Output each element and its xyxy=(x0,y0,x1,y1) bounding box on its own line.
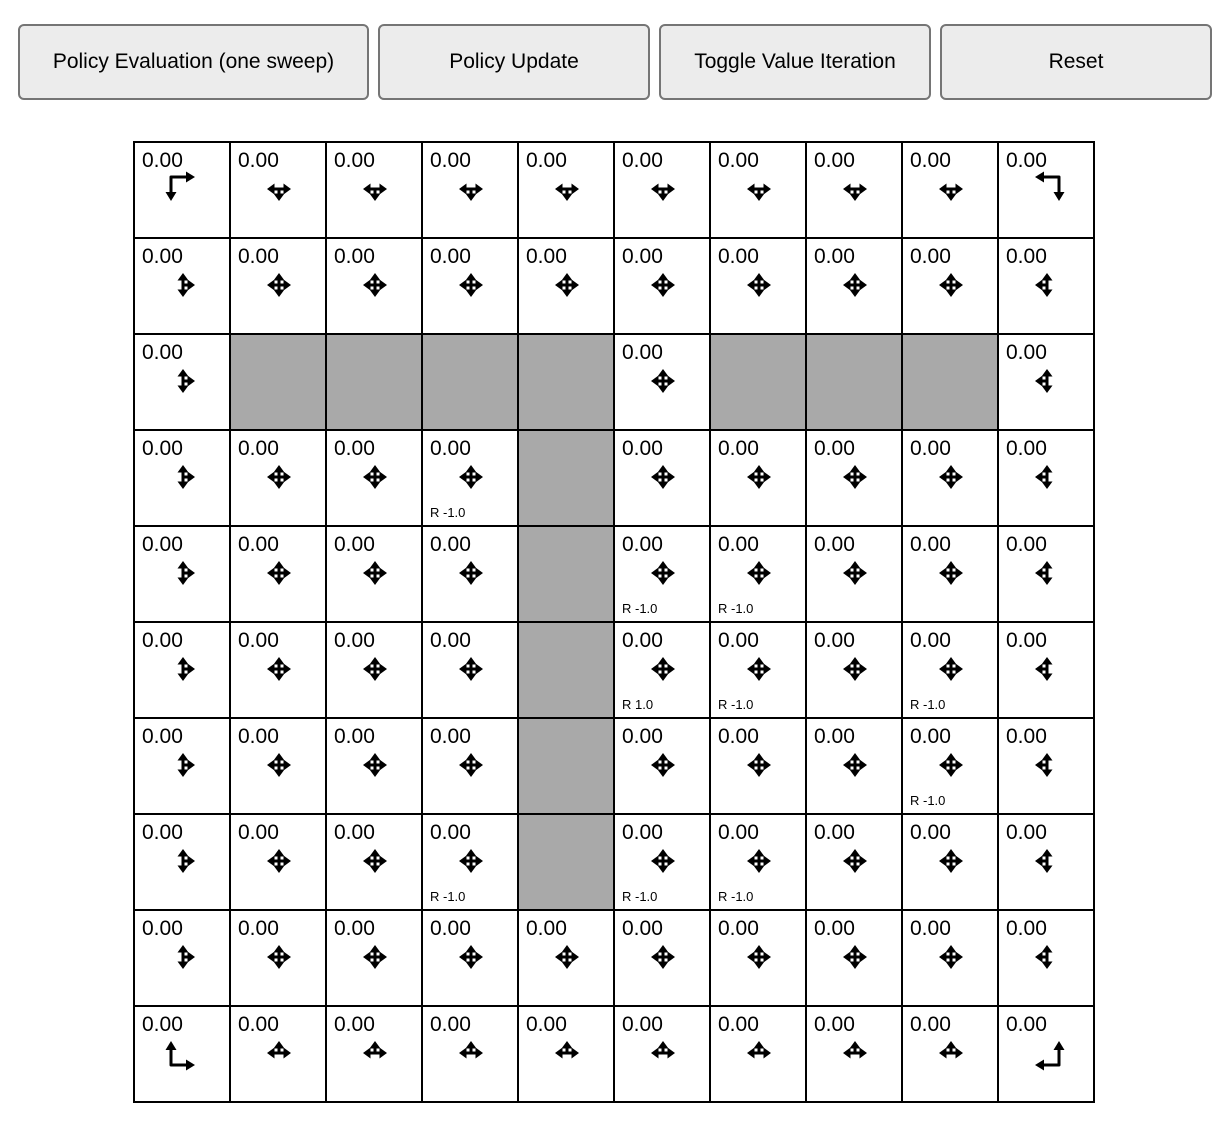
policy-arrows-icon xyxy=(451,169,491,209)
state-value: 0.00 xyxy=(238,1013,279,1036)
grid-cell xyxy=(614,1006,710,1102)
state-value: 0.00 xyxy=(718,917,759,940)
policy-arrows-icon xyxy=(739,265,779,305)
grid-cell xyxy=(422,142,518,238)
grid-cell xyxy=(230,430,326,526)
policy-arrows-icon xyxy=(547,169,587,209)
state-value: 0.00 xyxy=(718,1013,759,1036)
policy-arrows-icon xyxy=(547,937,587,977)
grid-cell xyxy=(710,718,806,814)
state-value: 0.00 xyxy=(814,629,855,652)
policy-arrows-icon xyxy=(1027,1033,1067,1073)
grid-cell xyxy=(998,526,1094,622)
grid-cell xyxy=(518,910,614,1006)
state-value: 0.00 xyxy=(622,437,663,460)
policy-arrows-icon xyxy=(355,553,395,593)
grid-cell xyxy=(326,238,422,334)
grid-cell xyxy=(422,526,518,622)
grid-cell xyxy=(998,142,1094,238)
policy-arrows-icon xyxy=(163,361,203,401)
policy-arrows-icon xyxy=(739,1033,779,1073)
policy-arrows-icon xyxy=(835,937,875,977)
policy-arrows-icon xyxy=(931,265,971,305)
state-value: 0.00 xyxy=(622,341,663,364)
state-value: 0.00 xyxy=(718,533,759,556)
policy-arrows-icon xyxy=(355,1033,395,1073)
reset-button[interactable]: Reset xyxy=(940,24,1212,100)
policy-arrows-icon xyxy=(1027,649,1067,689)
state-value: 0.00 xyxy=(910,149,951,172)
gridworld xyxy=(133,141,1095,1103)
state-value: 0.00 xyxy=(718,629,759,652)
state-value: 0.00 xyxy=(142,437,183,460)
policy-arrows-icon xyxy=(643,265,683,305)
grid-cell xyxy=(326,1006,422,1102)
state-value: 0.00 xyxy=(142,1013,183,1036)
state-value: 0.00 xyxy=(814,533,855,556)
grid-cell xyxy=(422,814,518,910)
grid-cell xyxy=(134,814,230,910)
state-value: 0.00 xyxy=(142,629,183,652)
policy-arrows-icon xyxy=(931,841,971,881)
policy-arrows-icon xyxy=(643,361,683,401)
policy-arrows-icon xyxy=(931,937,971,977)
state-value: 0.00 xyxy=(622,533,663,556)
state-value: 0.00 xyxy=(910,437,951,460)
grid-cell xyxy=(998,334,1094,430)
grid-cell xyxy=(518,142,614,238)
reward-label: R -1.0 xyxy=(718,697,754,712)
grid-cell xyxy=(902,622,998,718)
policy-arrows-icon xyxy=(163,553,203,593)
wall-cell xyxy=(518,718,614,814)
wall-cell xyxy=(518,430,614,526)
state-value: 0.00 xyxy=(238,149,279,172)
policy-arrows-icon xyxy=(163,265,203,305)
policy-evaluation-button[interactable]: Policy Evaluation (one sweep) xyxy=(18,24,369,100)
state-value: 0.00 xyxy=(142,725,183,748)
grid-cell xyxy=(998,718,1094,814)
policy-arrows-icon xyxy=(259,745,299,785)
grid-cell xyxy=(326,526,422,622)
policy-arrows-icon xyxy=(643,841,683,881)
policy-arrows-icon xyxy=(931,649,971,689)
grid-cell xyxy=(230,718,326,814)
state-value: 0.00 xyxy=(814,725,855,748)
state-value: 0.00 xyxy=(430,245,471,268)
state-value: 0.00 xyxy=(334,437,375,460)
state-value: 0.00 xyxy=(910,821,951,844)
reward-label: R -1.0 xyxy=(622,889,658,904)
grid-cell xyxy=(230,814,326,910)
state-value: 0.00 xyxy=(526,245,567,268)
state-value: 0.00 xyxy=(526,917,567,940)
policy-arrows-icon xyxy=(931,1033,971,1073)
state-value: 0.00 xyxy=(430,725,471,748)
state-value: 0.00 xyxy=(1006,917,1047,940)
grid-cell xyxy=(326,814,422,910)
grid-cell xyxy=(806,814,902,910)
grid-cell xyxy=(230,526,326,622)
policy-arrows-icon xyxy=(259,937,299,977)
grid-cell xyxy=(806,526,902,622)
grid-cell xyxy=(422,622,518,718)
grid-cell xyxy=(806,622,902,718)
grid-cell xyxy=(998,1006,1094,1102)
policy-arrows-icon xyxy=(1027,841,1067,881)
wall-cell xyxy=(518,526,614,622)
policy-arrows-icon xyxy=(259,1033,299,1073)
policy-arrows-icon xyxy=(1027,745,1067,785)
policy-arrows-icon xyxy=(739,457,779,497)
grid-cell xyxy=(614,238,710,334)
grid-cell xyxy=(326,622,422,718)
grid-cell xyxy=(806,718,902,814)
grid-cell xyxy=(134,1006,230,1102)
state-value: 0.00 xyxy=(1006,149,1047,172)
grid-cell xyxy=(902,910,998,1006)
policy-arrows-icon xyxy=(1027,937,1067,977)
state-value: 0.00 xyxy=(430,629,471,652)
state-value: 0.00 xyxy=(622,1013,663,1036)
state-value: 0.00 xyxy=(814,917,855,940)
reward-label: R -1.0 xyxy=(622,601,658,616)
grid-cell xyxy=(230,238,326,334)
state-value: 0.00 xyxy=(622,629,663,652)
grid-cell xyxy=(134,910,230,1006)
state-value: 0.00 xyxy=(814,821,855,844)
state-value: 0.00 xyxy=(334,149,375,172)
grid-cell xyxy=(806,142,902,238)
grid-cell xyxy=(710,814,806,910)
grid-cell xyxy=(134,718,230,814)
policy-arrows-icon xyxy=(259,841,299,881)
policy-arrows-icon xyxy=(355,457,395,497)
policy-arrows-icon xyxy=(259,649,299,689)
state-value: 0.00 xyxy=(910,725,951,748)
policy-arrows-icon xyxy=(163,169,203,209)
grid-cell xyxy=(806,430,902,526)
wall-cell xyxy=(518,622,614,718)
wall-cell xyxy=(326,334,422,430)
state-value: 0.00 xyxy=(238,533,279,556)
state-value: 0.00 xyxy=(334,725,375,748)
state-value: 0.00 xyxy=(814,245,855,268)
policy-arrows-icon xyxy=(643,553,683,593)
grid-cell xyxy=(614,622,710,718)
policy-arrows-icon xyxy=(739,745,779,785)
policy-arrows-icon xyxy=(259,457,299,497)
grid-cell xyxy=(134,238,230,334)
grid-cell xyxy=(422,910,518,1006)
reward-label: R -1.0 xyxy=(430,505,466,520)
grid-cell xyxy=(998,238,1094,334)
grid-cell xyxy=(902,814,998,910)
state-value: 0.00 xyxy=(238,917,279,940)
grid-cell xyxy=(998,814,1094,910)
grid-cell xyxy=(614,526,710,622)
state-value: 0.00 xyxy=(1006,533,1047,556)
policy-arrows-icon xyxy=(835,457,875,497)
policy-arrows-icon xyxy=(643,745,683,785)
state-value: 0.00 xyxy=(430,149,471,172)
grid-cell xyxy=(614,334,710,430)
state-value: 0.00 xyxy=(430,437,471,460)
grid-cell xyxy=(902,430,998,526)
policy-arrows-icon xyxy=(739,553,779,593)
grid-cell xyxy=(806,1006,902,1102)
policy-arrows-icon xyxy=(451,553,491,593)
state-value: 0.00 xyxy=(622,725,663,748)
wall-cell xyxy=(518,814,614,910)
reward-label: R -1.0 xyxy=(718,889,754,904)
policy-arrows-icon xyxy=(643,937,683,977)
grid-cell xyxy=(806,238,902,334)
grid-cell xyxy=(518,1006,614,1102)
policy-arrows-icon xyxy=(643,1033,683,1073)
state-value: 0.00 xyxy=(1006,245,1047,268)
policy-arrows-icon xyxy=(835,841,875,881)
policy-arrows-icon xyxy=(259,553,299,593)
state-value: 0.00 xyxy=(622,917,663,940)
grid-cell xyxy=(710,430,806,526)
reward-label: R -1.0 xyxy=(910,697,946,712)
state-value: 0.00 xyxy=(622,245,663,268)
grid-cell xyxy=(614,430,710,526)
state-value: 0.00 xyxy=(334,821,375,844)
toolbar xyxy=(18,24,1212,100)
grid-cell xyxy=(710,1006,806,1102)
state-value: 0.00 xyxy=(334,917,375,940)
state-value: 0.00 xyxy=(910,629,951,652)
policy-arrows-icon xyxy=(835,649,875,689)
grid-cell xyxy=(134,430,230,526)
policy-arrows-icon xyxy=(931,553,971,593)
state-value: 0.00 xyxy=(142,149,183,172)
state-value: 0.00 xyxy=(814,149,855,172)
grid-cell xyxy=(326,430,422,526)
grid-cell xyxy=(326,718,422,814)
wall-cell xyxy=(710,334,806,430)
grid-cell xyxy=(710,910,806,1006)
grid-cell xyxy=(614,814,710,910)
grid-cell xyxy=(422,238,518,334)
state-value: 0.00 xyxy=(622,821,663,844)
policy-arrows-icon xyxy=(355,937,395,977)
policy-arrows-icon xyxy=(739,937,779,977)
grid-cell xyxy=(134,526,230,622)
policy-arrows-icon xyxy=(643,169,683,209)
reward-label: R 1.0 xyxy=(622,697,654,712)
reward-label: R -1.0 xyxy=(430,889,466,904)
state-value: 0.00 xyxy=(622,149,663,172)
grid-cell xyxy=(134,622,230,718)
wall-cell xyxy=(806,334,902,430)
policy-arrows-icon xyxy=(1027,265,1067,305)
grid-cell xyxy=(998,622,1094,718)
grid-cell xyxy=(230,1006,326,1102)
state-value: 0.00 xyxy=(718,821,759,844)
grid-cell xyxy=(998,430,1094,526)
policy-arrows-icon xyxy=(163,1033,203,1073)
state-value: 0.00 xyxy=(238,437,279,460)
state-value: 0.00 xyxy=(334,245,375,268)
wall-cell xyxy=(518,334,614,430)
grid-cell xyxy=(902,238,998,334)
grid-cell xyxy=(422,430,518,526)
grid-cell xyxy=(710,622,806,718)
state-value: 0.00 xyxy=(526,1013,567,1036)
policy-arrows-icon xyxy=(163,649,203,689)
policy-arrows-icon xyxy=(835,265,875,305)
policy-arrows-icon xyxy=(451,841,491,881)
grid-cell xyxy=(134,142,230,238)
grid-cell xyxy=(518,238,614,334)
policy-arrows-icon xyxy=(163,457,203,497)
state-value: 0.00 xyxy=(1006,725,1047,748)
state-value: 0.00 xyxy=(526,149,567,172)
policy-arrows-icon xyxy=(451,1033,491,1073)
policy-arrows-icon xyxy=(835,553,875,593)
state-value: 0.00 xyxy=(238,245,279,268)
reward-label: R -1.0 xyxy=(718,601,754,616)
state-value: 0.00 xyxy=(1006,437,1047,460)
state-value: 0.00 xyxy=(910,245,951,268)
state-value: 0.00 xyxy=(910,533,951,556)
policy-arrows-icon xyxy=(259,265,299,305)
grid-cell xyxy=(614,142,710,238)
grid-cell xyxy=(806,910,902,1006)
state-value: 0.00 xyxy=(430,917,471,940)
state-value: 0.00 xyxy=(1006,341,1047,364)
policy-arrows-icon xyxy=(739,649,779,689)
state-value: 0.00 xyxy=(718,725,759,748)
policy-arrows-icon xyxy=(643,457,683,497)
policy-arrows-icon xyxy=(355,745,395,785)
state-value: 0.00 xyxy=(142,533,183,556)
policy-arrows-icon xyxy=(451,265,491,305)
policy-arrows-icon xyxy=(739,169,779,209)
policy-arrows-icon xyxy=(931,457,971,497)
state-value: 0.00 xyxy=(142,245,183,268)
policy-arrows-icon xyxy=(355,169,395,209)
policy-arrows-icon xyxy=(355,265,395,305)
state-value: 0.00 xyxy=(142,821,183,844)
policy-arrows-icon xyxy=(451,457,491,497)
grid-cell xyxy=(902,142,998,238)
policy-arrows-icon xyxy=(1027,361,1067,401)
grid-cell xyxy=(902,718,998,814)
policy-arrows-icon xyxy=(163,841,203,881)
grid-cell xyxy=(902,1006,998,1102)
grid-cell xyxy=(422,718,518,814)
state-value: 0.00 xyxy=(430,1013,471,1036)
policy-arrows-icon xyxy=(835,169,875,209)
state-value: 0.00 xyxy=(334,533,375,556)
policy-arrows-icon xyxy=(835,1033,875,1073)
state-value: 0.00 xyxy=(334,629,375,652)
policy-arrows-icon xyxy=(643,649,683,689)
state-value: 0.00 xyxy=(910,917,951,940)
state-value: 0.00 xyxy=(430,821,471,844)
state-value: 0.00 xyxy=(718,149,759,172)
grid-cell xyxy=(710,142,806,238)
grid-cell xyxy=(326,910,422,1006)
grid-cell xyxy=(710,526,806,622)
grid-cell xyxy=(230,910,326,1006)
state-value: 0.00 xyxy=(814,1013,855,1036)
state-value: 0.00 xyxy=(142,917,183,940)
policy-arrows-icon xyxy=(451,937,491,977)
grid-cell xyxy=(422,1006,518,1102)
policy-arrows-icon xyxy=(931,745,971,785)
policy-arrows-icon xyxy=(1027,457,1067,497)
grid-cell xyxy=(998,910,1094,1006)
grid-cell xyxy=(710,238,806,334)
policy-arrows-icon xyxy=(547,265,587,305)
reward-label: R -1.0 xyxy=(910,793,946,808)
state-value: 0.00 xyxy=(238,629,279,652)
state-value: 0.00 xyxy=(910,1013,951,1036)
state-value: 0.00 xyxy=(1006,821,1047,844)
grid-cell xyxy=(614,718,710,814)
state-value: 0.00 xyxy=(814,437,855,460)
policy-arrows-icon xyxy=(451,649,491,689)
toggle-value-iteration-button[interactable]: Toggle Value Iteration xyxy=(659,24,931,100)
policy-arrows-icon xyxy=(163,937,203,977)
state-value: 0.00 xyxy=(718,245,759,268)
grid-cell xyxy=(614,910,710,1006)
policy-arrows-icon xyxy=(835,745,875,785)
policy-arrows-icon xyxy=(1027,553,1067,593)
grid-cell xyxy=(230,622,326,718)
policy-arrows-icon xyxy=(259,169,299,209)
state-value: 0.00 xyxy=(1006,629,1047,652)
wall-cell xyxy=(422,334,518,430)
state-value: 0.00 xyxy=(430,533,471,556)
policy-update-button[interactable]: Policy Update xyxy=(378,24,650,100)
state-value: 0.00 xyxy=(1006,1013,1047,1036)
grid-cell xyxy=(326,142,422,238)
state-value: 0.00 xyxy=(142,341,183,364)
state-value: 0.00 xyxy=(334,1013,375,1036)
policy-arrows-icon xyxy=(163,745,203,785)
state-value: 0.00 xyxy=(238,725,279,748)
wall-cell xyxy=(230,334,326,430)
policy-arrows-icon xyxy=(739,841,779,881)
state-value: 0.00 xyxy=(718,437,759,460)
state-value: 0.00 xyxy=(238,821,279,844)
policy-arrows-icon xyxy=(1027,169,1067,209)
policy-arrows-icon xyxy=(931,169,971,209)
policy-arrows-icon xyxy=(355,841,395,881)
policy-arrows-icon xyxy=(451,745,491,785)
grid-cell xyxy=(134,334,230,430)
grid-cell xyxy=(230,142,326,238)
grid-cell xyxy=(902,526,998,622)
policy-arrows-icon xyxy=(547,1033,587,1073)
wall-cell xyxy=(902,334,998,430)
policy-arrows-icon xyxy=(355,649,395,689)
